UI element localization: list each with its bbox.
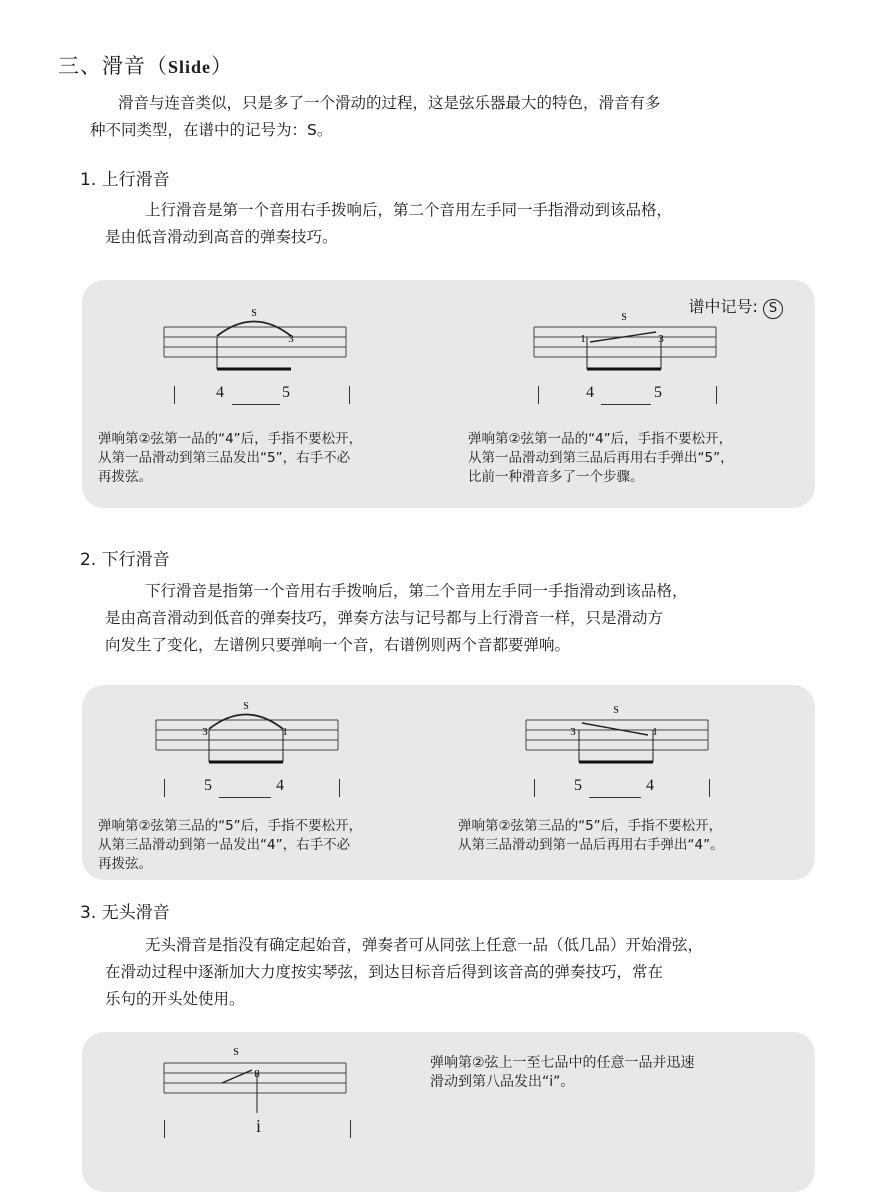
heading-downward-slide: 2. 下行滑音: [80, 550, 170, 570]
slide-marker: S: [613, 705, 619, 716]
intro-paragraph: 滑音与连音类似，只是多了一个滑动的过程，这是弦乐器最大的特色，滑音有多 种不同类型，在谱中的记号为：S。: [90, 94, 661, 139]
slide-marker: S: [251, 308, 257, 319]
upward-paragraph: 上行滑音是第一个音用右手拨响后，第二个音用左手同一手指滑动到该品格， 是由低音滑动到高音的弹奏技巧。: [105, 201, 673, 246]
fret-number: 1: [652, 726, 658, 738]
slide-marker: S: [243, 701, 249, 712]
downward-left-caption: 弹响第②弦第三品的“5”后，手指不要松开， 从第三品滑动到第一品发出“4”，右手不必 再拨弦。: [98, 818, 363, 872]
fret-number: 3: [570, 726, 576, 738]
fret-number: 1: [580, 333, 586, 345]
fret-number: 8: [254, 1068, 260, 1080]
headless-notes: i: [164, 1114, 354, 1144]
downward-left-tab: [152, 695, 342, 775]
downward-right-tab: [522, 695, 712, 775]
upward-example-panel: [82, 280, 815, 508]
downward-right-caption: 弹响第②弦第三品的“5”后，手指不要松开， 从第三品滑动到第一品后再用右手弹出“4”。: [458, 818, 724, 853]
slide-symbol-icon: S: [763, 299, 783, 319]
headless-paragraph: 无头滑音是指没有确定起始音，弹奏者可从同弦上任意一品（低几品）开始滑弦， 在滑动过程中逐渐加大力度按实琴弦，到达目标音后得到该音高的弹奏技巧，常在 乐句的开头处使用。: [105, 936, 704, 1008]
downward-right-notes: 5 4: [534, 773, 714, 803]
heading-headless-slide: 3. 无头滑音: [80, 903, 170, 923]
section-title: 三、滑音（Slide）: [58, 54, 234, 78]
slide-marker: S: [621, 312, 627, 323]
upward-left-notes: 4 5: [174, 380, 354, 410]
fret-number: 3: [288, 333, 294, 345]
fret-number: 1: [282, 726, 288, 738]
downward-paragraph: 下行滑音是指第一个音用右手拨响后，第二个音用左手同一手指滑动到该品格， 是由高音滑动到低音的弹奏技巧，弹奏方法与记号都与上行滑音一样，只是滑动方 向发生了变化，左谱例只要弹响一个音，右谱例则两个音都要弹响。: [105, 582, 688, 654]
upward-left-caption: 弹响第②弦第一品的“4”后，手指不要松开， 从第一品滑动到第三品发出“5”，右手不必 再拨弦。: [98, 431, 363, 485]
heading-upward-slide: 1. 上行滑音: [80, 170, 170, 190]
fret-number: 3: [658, 333, 664, 345]
upward-right-caption: 弹响第②弦第一品的“4”后，手指不要松开， 从第一品滑动到第三品后再用右手弹出“5”， 比前一种滑音多了一个步骤。: [468, 431, 734, 485]
slide-marker: S: [233, 1047, 239, 1058]
headless-caption: 弹响第②弦上一至七品中的任意一品并迅速 滑动到第八品发出“i”。: [430, 1055, 695, 1090]
downward-left-notes: 5 4: [164, 773, 344, 803]
fret-number: 3: [202, 726, 208, 738]
headless-example-panel: [82, 1032, 815, 1192]
headless-tab: [160, 1038, 350, 1118]
notation-legend: 谱中记号: S: [689, 294, 784, 319]
downward-example-panel: [82, 685, 815, 880]
upward-right-notes: 4 5: [538, 380, 718, 410]
